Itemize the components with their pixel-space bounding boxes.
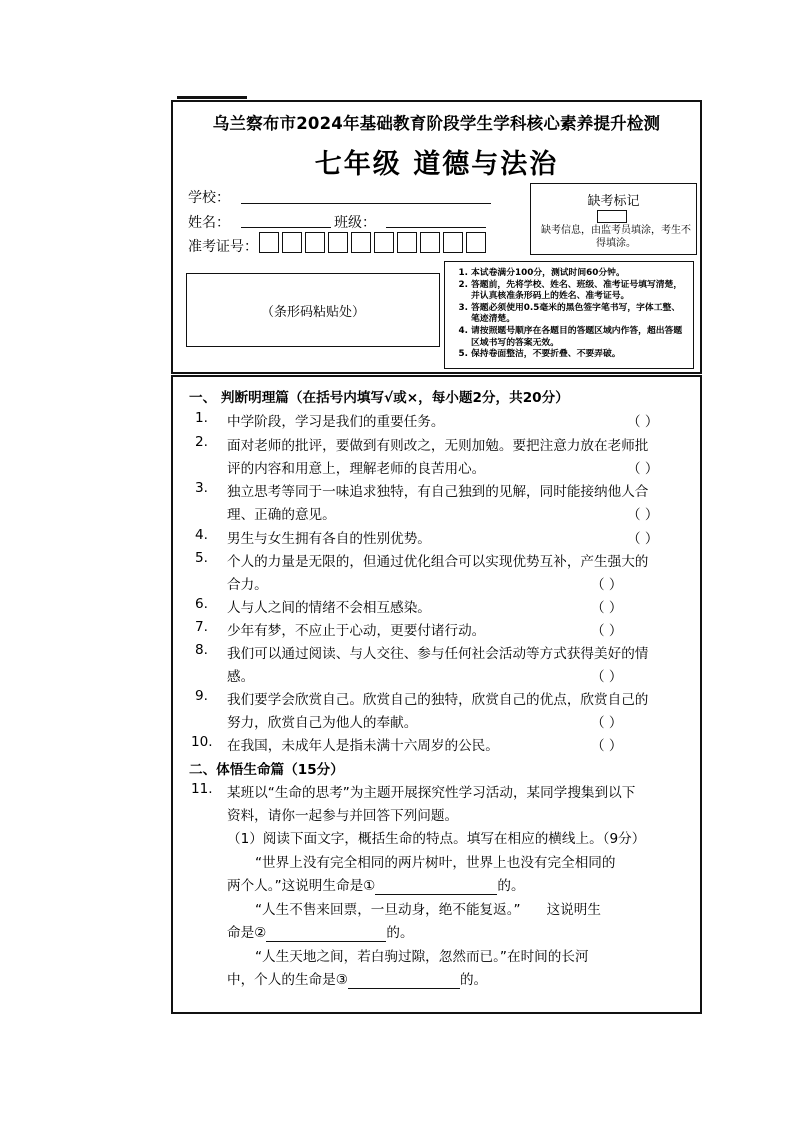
class-field[interactable] (386, 227, 486, 228)
answer-paren[interactable]: （ ） (627, 531, 659, 547)
answer-paren[interactable]: （ ） (591, 669, 623, 685)
digit-box[interactable] (466, 232, 486, 253)
digit-box[interactable] (374, 232, 394, 253)
sub-question-1: （1）阅读下面文字，概括生命的特点。填写在相应的横线上。（9分） (227, 831, 646, 847)
barcode-area (186, 273, 440, 347)
name-label: 姓名： (188, 215, 230, 231)
absent-note: 缺考信息，由监考员填涂，考生不得填涂。 (541, 225, 691, 249)
absent-title: 缺考标记 (587, 194, 640, 209)
passage-3: “人生天地之间，若白驹过隙，忽然而已。”在时间的长河 (255, 949, 589, 965)
exam-no-label: 准考证号： (188, 239, 258, 255)
passage-1-cont: 两个人。”这说明生命是① 的。 (227, 878, 525, 894)
answer-blank-1[interactable] (375, 878, 497, 895)
barcode-label: （条形码粘贴处） (260, 305, 365, 320)
digit-box[interactable] (443, 232, 463, 253)
school-field[interactable] (241, 203, 491, 204)
digit-box[interactable] (351, 232, 371, 253)
answer-blank-2[interactable] (266, 925, 386, 942)
exam-title: 乌兰察布市2024年基础教育阶段学生学科核心素养提升检测 (212, 114, 661, 133)
answer-paren[interactable]: （ ） (591, 715, 623, 731)
instruction-item: 3. 答题必须使用0.5毫米的黑色签字笔书写，字体工整、笔迹清楚。 (471, 303, 687, 326)
answer-blank-3[interactable] (348, 972, 460, 989)
absent-checkbox[interactable] (597, 210, 627, 223)
answer-paren[interactable]: （ ） (627, 461, 659, 477)
passage-2-cont: 命是② 的。 (227, 925, 414, 941)
answer-paren[interactable]: （ ） (591, 623, 623, 639)
instruction-item: 5. 保持卷面整洁，不要折叠、不要弄破。 (471, 349, 687, 361)
absent-mark-box (530, 183, 697, 255)
answer-paren[interactable]: （ ） (627, 507, 659, 523)
digit-box[interactable] (282, 232, 302, 253)
name-field[interactable] (241, 227, 331, 228)
subject-title: 七年级 道德与法治 (314, 149, 559, 180)
digit-box[interactable] (305, 232, 325, 253)
top-mark (177, 96, 247, 99)
answer-paren[interactable]: （ ） (591, 738, 623, 754)
school-label: 学校： (188, 190, 230, 206)
passage-2: “人生不售来回票，一旦动身，绝不能复返。” 这说明生 (255, 902, 601, 918)
digit-box[interactable] (397, 232, 417, 253)
instruction-item: 1. 本试卷满分100分，测试时间60分钟。 (471, 268, 687, 280)
passage-1: “世界上没有完全相同的两片树叶，世界上也没有完全相同的 (255, 855, 616, 871)
section2-title: 二、体悟生命篇（15分） (189, 762, 344, 778)
instruction-item: 2. 答题前，先将学校、姓名、班级、准考证号填写清楚，并认真核准条形码上的姓名、准考证号。 (471, 280, 687, 303)
answer-sheet: 乌兰察布市2024年基础教育阶段学生学科核心素养提升检测 七年级 道德与法治 学校： 姓名： 班级： 准考证号： 缺考标记 缺考信息，由监考员填涂，考生不得填涂。 （条形码粘贴处） 1. 本试卷满分100分，测试时间60分钟。 2. 答题前，先将学校、姓名、班级、准考证号填写清楚，并认真核准条形码上的姓名、准考证号。 3. 答题必须使用0.5毫米的黑色签字笔书写，字体工整、笔迹清楚。 4. 请按照题号顺序在各题目的答题区域内作答，超出答题区域书写的答案无效。 5. 保持卷面整洁，不要折叠、不要弄破。 一、 判断明理篇（在括号内填写√或×，每小题2分，共20分） 1. 中学阶段，学习是我们的重要任务。 （ ） 2. 面对老师的批评，要做到有则改之，无则加勉。要把注意力放在老师批 评的内容和用意上，理解老师的良苦用心。 （ ） 3. 独立思考等同于一味追求独特，有自己独到的见解，同时能接纳他人合 理、正确的意见。 （ ） 4. 男生与女生拥有各自的性别优势。 （ ） 5. 个人的力量是无限的，但通过优化组合可以实现优势互补，产生强大的 合力。 （ ） 6. 人与人之间的情绪不会相互感染。 （ ） 7. 少年有梦，不应止于心动，更要付诸行动。 （ ） 8. 我们可以通过阅读、与人交往、参与任何社会活动等方式获得美好的情 感。 （ ） 9. 我们要学会欣赏自己。欣赏自己的独特，欣赏自己的优点，欣赏自己的 努力，欣赏自己为他人的奉献。 （ ） 10. 在我国，未成年人是指未满十六周岁的公民。 （ ） 二、体悟生命篇（15分） 11. 某班以“生命的思考”为主题开展探究性学习活动，某同学搜集到以下 资料，请你一起参与并回答下列问题。 （1）阅读下面文字，概括生命的特点。填写在相应的横线上。（9分） “世界上没有完全相同的两片树叶，世界上也没有完全相同的 两个人。”这说明生命是① 的。 “人生不售来回票，一旦动身，绝不能复返。” 这说明生 命是② 的。 “人生天地之间，若白驹过隙，忽然而已。”在时间的长河 中，个人的生命是③ 的。 (171, 100, 702, 1012)
instructions-box (444, 261, 694, 369)
answer-paren[interactable]: （ ） (591, 600, 623, 616)
class-label: 班级： (334, 215, 376, 231)
answer-paren[interactable]: （ ） (627, 414, 659, 430)
exam-no-boxes[interactable] (259, 232, 489, 253)
digit-box[interactable] (420, 232, 440, 253)
section1-title: 一、 判断明理篇（在括号内填写√或×，每小题2分，共20分） (189, 390, 569, 406)
digit-box[interactable] (259, 232, 279, 253)
answer-paren[interactable]: （ ） (591, 577, 623, 593)
digit-box[interactable] (328, 232, 348, 253)
instruction-item: 4. 请按照题号顺序在各题目的答题区域内作答，超出答题区域书写的答案无效。 (471, 326, 687, 349)
passage-3-cont: 中，个人的生命是③ 的。 (227, 972, 488, 988)
